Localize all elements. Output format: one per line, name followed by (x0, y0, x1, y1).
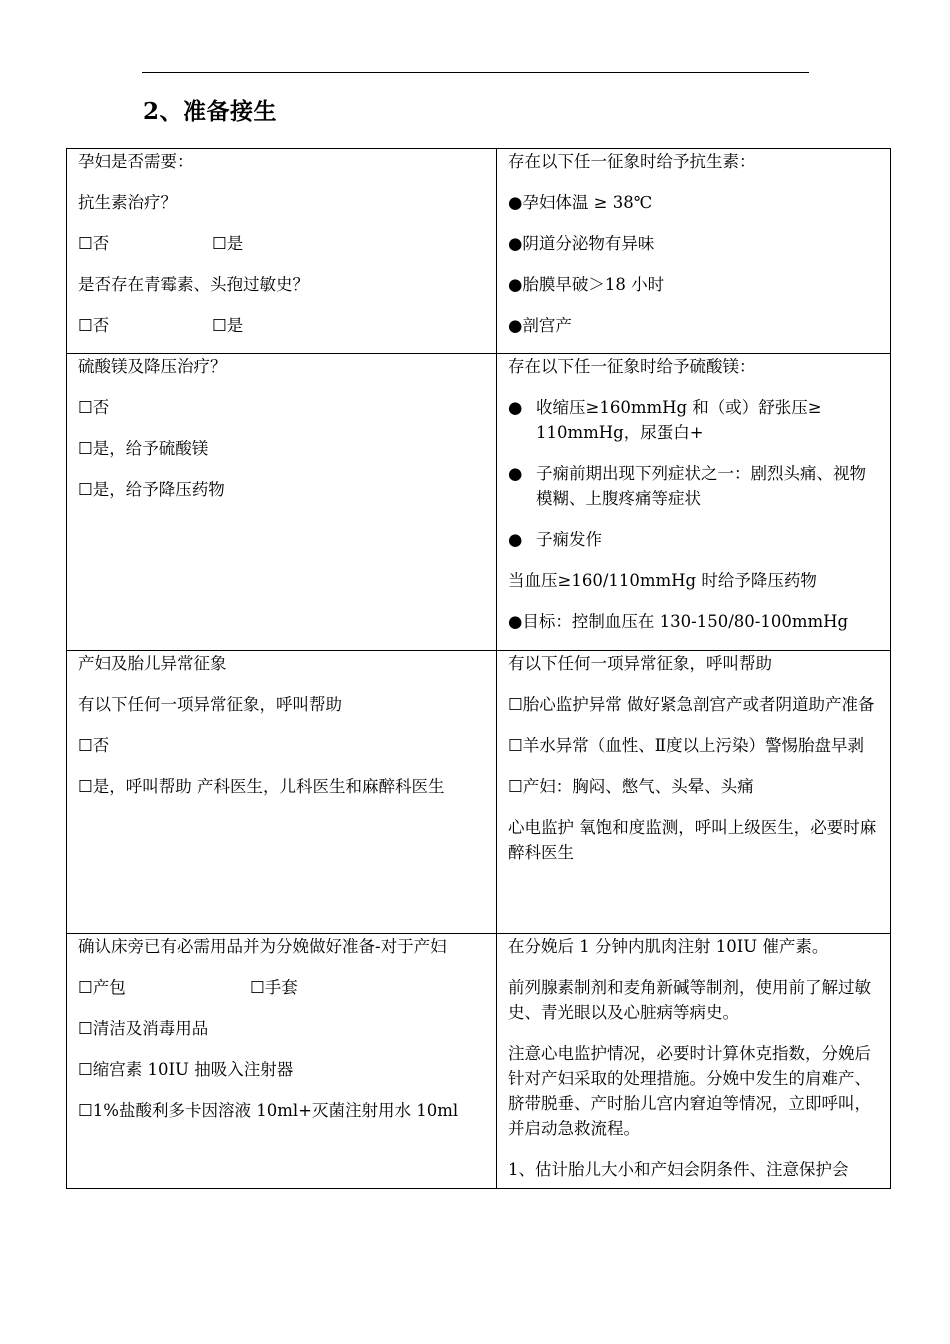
row3-right-cell (497, 651, 891, 934)
checkbox-option[interactable]: ☐否 (78, 736, 110, 755)
cell-text: 在分娩后 1 分钟内肌肉注射 10IU 催产素。 (508, 937, 829, 956)
checkbox-option[interactable]: ☐是，呼叫帮助 产科医生，儿科医生和麻醉科医生 (78, 777, 445, 796)
cell-text: 1、估计胎儿大小和产妇会阴条件、注意保护会 (508, 1160, 849, 1179)
checkbox-row (78, 313, 488, 338)
cell-text: 前列腺素制剂和麦角新碱等制剂，使用前了解过敏史、青光眼以及心脏病等病史。 (508, 978, 871, 1022)
checkbox-option[interactable]: ☐羊水异常（血性、Ⅱ度以上污染）警惕胎盘早剥 (508, 736, 865, 755)
cell-text: 存在以下任一征象时给予抗生素： (508, 152, 756, 171)
checkbox-option[interactable]: ☐清洁及消毒用品 (78, 1019, 209, 1038)
bullet-item (508, 527, 882, 552)
cell-text: 孕妇是否需要： (78, 152, 194, 171)
row3-left-cell (67, 651, 497, 934)
cell-text: 有以下任何一项异常征象，呼叫帮助 (508, 654, 772, 673)
bullet-item: ●目标：控制血压在 130-150/80-100mmHg (508, 612, 849, 631)
row1-left-cell (67, 149, 497, 354)
cell-text: 硫酸镁及降压治疗？ (78, 357, 227, 376)
bullet-text: 收缩压≥160mmHg 和（或）舒张压≥ 110mmHg，尿蛋白+ (536, 398, 822, 442)
cell-text: 是否存在青霉素、头孢过敏史？ (78, 275, 309, 294)
cell-text: 当血压≥160/110mmHg 时给予降压药物 (508, 571, 817, 590)
table-row (67, 354, 891, 651)
cell-text: 存在以下任一征象时给予硫酸镁： (508, 357, 756, 376)
cell-text: 注意心电监护情况，必要时计算休克指数，分娩后针对产妇采取的处理措施。分娩中发生的肩难产、脐带脱垂、产时胎儿宫内窘迫等情况，立即呼叫，并启动急救流程。 (508, 1044, 871, 1138)
checkbox-yes[interactable]: ☐是 (212, 234, 244, 253)
checkbox-option[interactable]: ☐否 (78, 398, 110, 417)
section-heading: 2、准备接生 (143, 98, 278, 125)
top-rule (142, 72, 809, 73)
checkbox-row (78, 975, 488, 1000)
checkbox-gloves[interactable]: ☐手套 (250, 978, 298, 997)
row4-right-cell (497, 934, 891, 1189)
row2-right-cell (497, 354, 891, 651)
row1-right-cell (497, 149, 891, 354)
checkbox-no[interactable]: ☐否 (78, 234, 110, 253)
cell-text: 确认床旁已有必需用品并为分娩做好准备-对于产妇 (78, 937, 447, 956)
bullet-dot: ● (508, 398, 523, 417)
cell-text: 产妇及胎儿异常征象 (78, 654, 227, 673)
checkbox-option[interactable]: ☐是，给予硫酸镁 (78, 439, 209, 458)
bullet-text: 子痫前期出现下列症状之一：剧烈头痛、视物模糊、上腹疼痛等症状 (536, 464, 866, 508)
bullet-item: ●胎膜早破＞18 小时 (508, 275, 665, 294)
table-row (67, 934, 891, 1189)
row2-left-cell (67, 354, 497, 651)
cell-text: 有以下任何一项异常征象，呼叫帮助 (78, 695, 342, 714)
cell-text: 心电监护 氧饱和度监测，呼叫上级医生，必要时麻醉科医生 (508, 818, 877, 862)
bullet-item (508, 461, 882, 511)
checklist-table (66, 148, 891, 1189)
checkbox-delivery-kit[interactable]: ☐产包 (78, 978, 126, 997)
bullet-dot: ● (508, 464, 523, 483)
checkbox-option[interactable]: ☐产妇：胸闷、憋气、头晕、头痛 (508, 777, 754, 796)
checkbox-option[interactable]: ☐胎心监护异常 做好紧急剖宫产或者阴道助产准备 (508, 695, 875, 714)
checkbox-option[interactable]: ☐是，给予降压药物 (78, 480, 225, 499)
checkbox-no[interactable]: ☐否 (78, 316, 110, 335)
bullet-dot: ● (508, 530, 523, 549)
checkbox-row (78, 231, 488, 256)
checkbox-yes[interactable]: ☐是 (212, 316, 244, 335)
bullet-item (508, 395, 882, 445)
checkbox-option[interactable]: ☐缩宫素 10IU 抽吸入注射器 (78, 1060, 294, 1079)
bullet-text: 子痫发作 (536, 530, 602, 549)
table-row (67, 149, 891, 354)
bullet-item: ●孕妇体温 ≥ 38℃ (508, 193, 653, 212)
bullet-item: ●剖宫产 (508, 316, 572, 335)
bullet-item: ●阴道分泌物有异味 (508, 234, 655, 253)
checkbox-option[interactable]: ☐1%盐酸利多卡因溶液 10ml+灭菌注射用水 10ml (78, 1101, 459, 1120)
table-row (67, 651, 891, 934)
cell-text: 抗生素治疗？ (78, 193, 177, 212)
row4-left-cell (67, 934, 497, 1189)
